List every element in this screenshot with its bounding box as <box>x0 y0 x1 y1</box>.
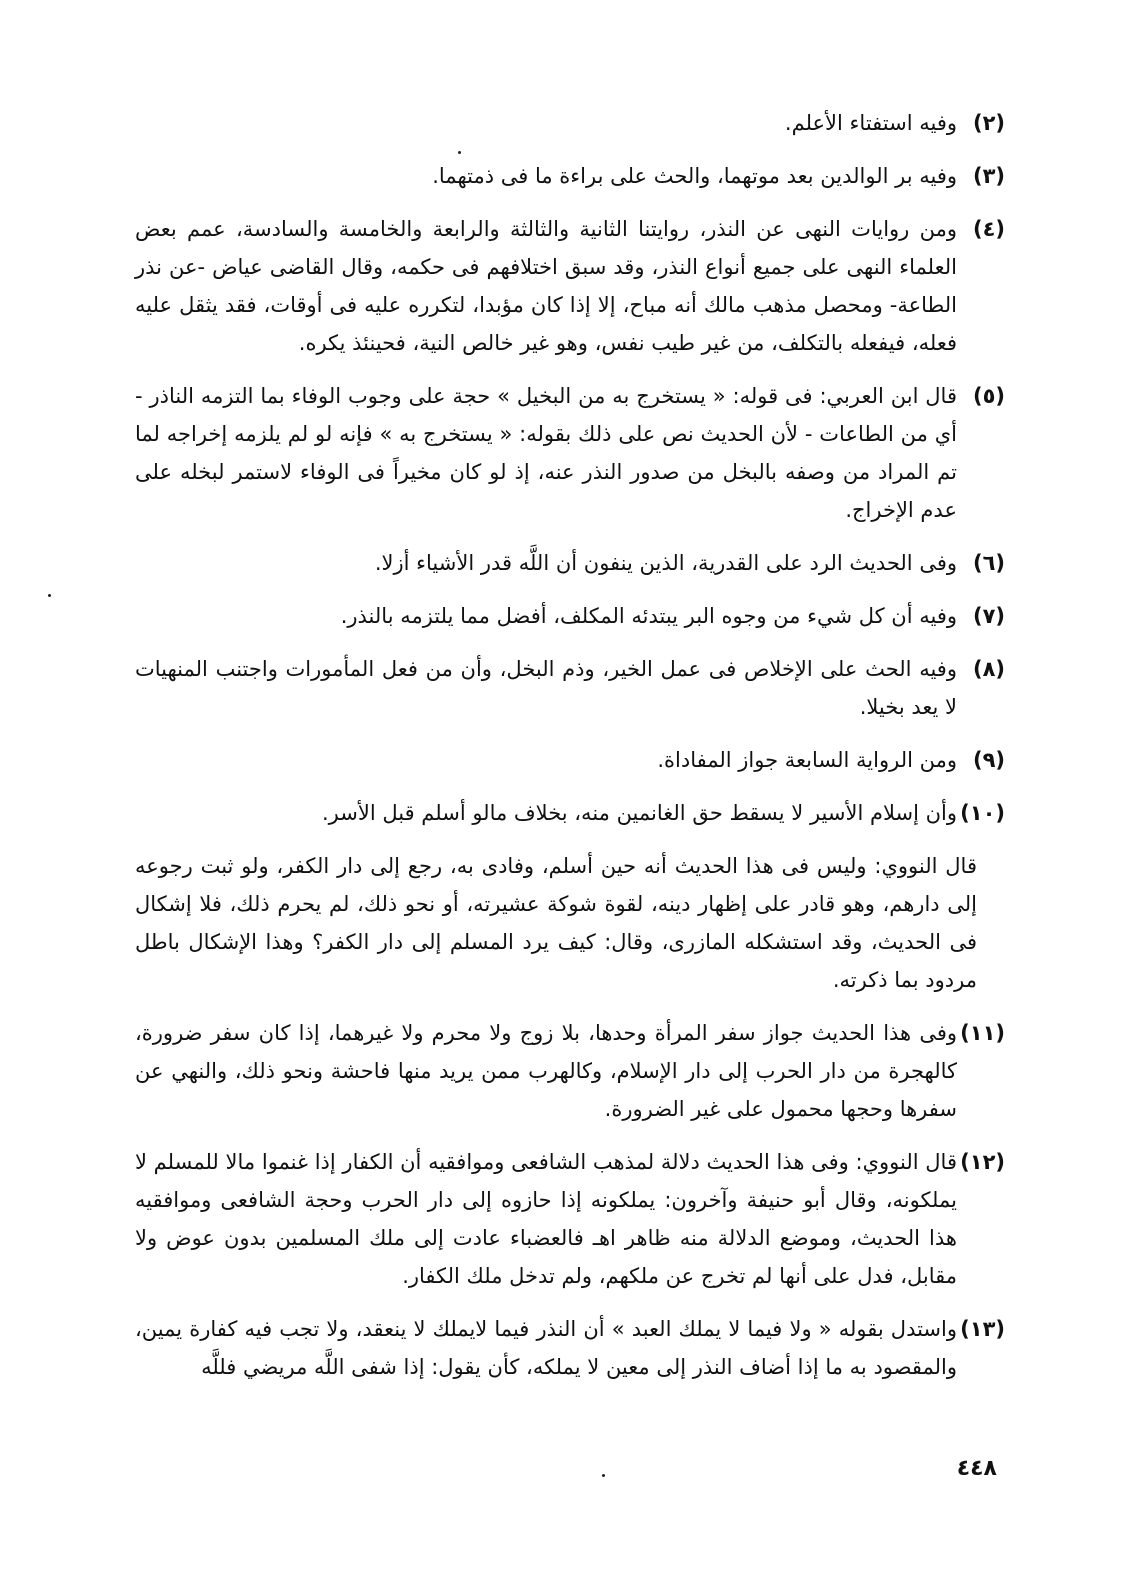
item-number: (٢) <box>972 111 1005 135</box>
list-item <box>135 1014 1005 1128</box>
item-number: (٣) <box>972 164 1005 188</box>
item-text: ومن روايات النهى عن النذر، روايتنا الثانية والثالثة والرابعة والخامسة والسادسة، عمم بعض العلماء النهى على جميع أنواع النذر، وقد سبق اختلافهم فى حكمه، وقال القاضى عياض -عن نذر الطاعة- ومحصل مذهب مالك أنه مباح، إلا إذا كان مؤبدا، لتكرره عليه فى أوقات، فقد يثقل عليه فعله، فيفعله بالتكلف، من غير طيب نفس، وهو غير خالص النية، فحينئذ يكره. <box>135 217 957 355</box>
item-number: (٦) <box>972 551 1005 575</box>
list-item <box>135 544 1005 582</box>
item-number: (١١) <box>960 1021 1005 1045</box>
list-item <box>135 1310 1005 1386</box>
list-item <box>135 377 1005 529</box>
item-text: وفى هذا الحديث جواز سفر المرأة وحدها، بلا زوج ولا محرم ولا غيرهما، إذا كان سفر ضرورة، كالهجرة من دار الحرب إلى دار الإسلام، وكالهرب ممن يريد منها فاحشة ونحو ذلك، والنهي عن سفرها وحجها محمول على غير الضرورة. <box>135 1021 957 1121</box>
scan-speck <box>602 1474 605 1477</box>
list-item <box>135 157 1005 195</box>
quote-paragraph <box>135 847 1005 999</box>
item-number: (٧) <box>972 604 1005 628</box>
item-text: وفيه استفتاء الأعلم. <box>784 111 957 135</box>
item-text: وفى الحديث الرد على القدرية، الذين ينفون أن اللَّه قدر الأشياء أزلا. <box>374 551 957 575</box>
list-item <box>135 1143 1005 1295</box>
list-item <box>135 104 1005 142</box>
body-text <box>135 104 1005 1401</box>
item-text: قال ابن العربي: فى قوله: « يستخرج به من البخيل » حجة على وجوب الوفاء بما التزمه الناذر - أي من الطاعات - لأن الحديث نص على ذلك بقوله: « يستخرج به » فإنه لو لم يلزمه إخراجه لما تم المراد من وصفه بالبخل من صدور النذر عنه، إذ لو كان مخيراً فى الوفاء لاستمر لبخله على عدم الإخراج. <box>135 384 957 522</box>
item-number: (٤) <box>972 217 1005 241</box>
item-text: ومن الرواية السابعة جواز المفاداة. <box>657 748 957 772</box>
item-number: (١٢) <box>960 1150 1005 1174</box>
item-text: وفيه أن كل شيء من وجوه البر يبتدئه المكلف، أفضل مما يلتزمه بالنذر. <box>340 604 957 628</box>
item-text: واستدل بقوله « ولا فيما لا يملك العبد » أن النذر فيما لايملك لا ينعقد، ولا تجب فيه كفارة يمين، والمقصود به ما إذا أضاف النذر إلى معين لا يملكه، كأن يقول: إذا شفى اللَّه مريضي فللَّه <box>135 1317 957 1379</box>
item-number: (١٣) <box>960 1317 1005 1341</box>
list-item <box>135 741 1005 779</box>
list-item <box>135 210 1005 362</box>
item-number: (٨) <box>972 657 1005 681</box>
scan-speck <box>48 594 51 597</box>
item-text: وفيه الحث على الإخلاص فى عمل الخير، وذم البخل، وأن من فعل المأمورات واجتنب المنهيات لا يعد بخيلا. <box>135 657 957 719</box>
page-number: ٤٤٨ <box>956 1456 997 1481</box>
item-text: وأن إسلام الأسير لا يسقط حق الغانمين منه، بخلاف مالو أسلم قبل الأسر. <box>322 801 957 825</box>
item-text: وفيه بر الوالدين بعد موتهما، والحث على براءة ما فى ذمتهما. <box>432 164 957 188</box>
item-number: (٥) <box>972 384 1005 408</box>
list-item <box>135 794 1005 832</box>
list-item <box>135 650 1005 726</box>
item-number: (٩) <box>972 748 1005 772</box>
item-text: قال النووي: وليس فى هذا الحديث أنه حين أسلم، وفادى به، رجع إلى دار الكفر، ولو ثبت رجوعه إلى دارهم، وهو قادر على إظهار دينه، لقوة شوكة عشيرته، أو نحو ذلك، لم يحرم ذلك، فلا إشكال فى الحديث، وقد استشكله المازرى، وقال: كيف يرد المسلم إلى دار الكفر؟ وهذا الإشكال باطل مردود بما ذكرته. <box>135 854 977 992</box>
item-text: قال النووي: وفى هذا الحديث دلالة لمذهب الشافعى وموافقيه أن الكفار إذا غنموا مالا للمسلم لا يملكونه، وقال أبو حنيفة وآخرون: يملكونه إذا حازوه إلى دار الحرب وحجة الشافعى وموافقيه هذا الحديث، وموضع الدلالة منه ظاهر اهـ فالعضباء عادت إلى ملك المسلمين بدون عوض ولا مقابل، فدل على أنها لم تخرج عن ملكهم، ولم تدخل ملك الكفار. <box>135 1150 957 1288</box>
item-number: (١٠) <box>960 801 1005 825</box>
list-item <box>135 597 1005 635</box>
